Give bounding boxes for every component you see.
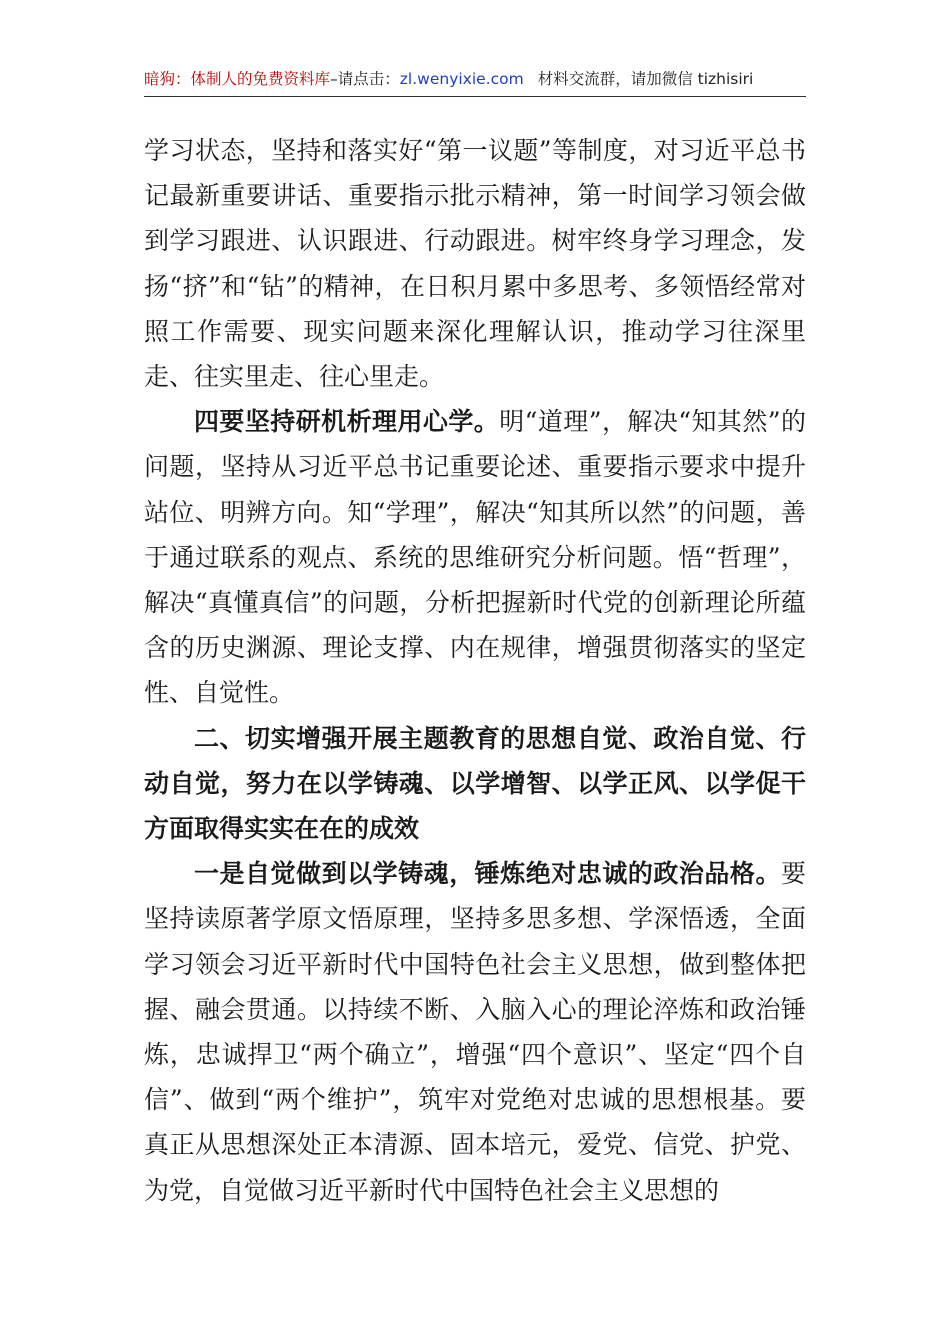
paragraph-point-one-body: 要坚持读原著学原文悟原理，坚持多思多想、学深悟透，全面学习领会习近平新时代中国特色社会主义思想，做到整体把握、融会贯通。以持续不断、入脑入心的理论淬炼和政治锤炼，忠诚捍卫“两个确立”，增强“四个意识”、坚定“四个自信”、做到“两个维护”，筑牢对党绝对忠诚的思想根基。要真正从思想深处正本清源、固本培元，爱党、信党、护党、为党，自觉做习近平新时代中国特色社会主义思想的	[144, 859, 806, 1205]
document-body	[144, 128, 806, 1213]
paragraph-point-four-lead: 四要坚持研机析理用心学。	[194, 407, 500, 437]
paragraph-point-four	[144, 399, 806, 715]
paragraph-continued: 学习状态，坚持和落实好“第一议题”等制度，对习近平总书记最新重要讲话、重要指示批示精神，第一时间学习领会做到学习跟进、认识跟进、行动跟进。树牢终身学习理念，发扬“挤”和“钻”的精神，在日积月累中多思考、多领悟经常对照工作需要、现实问题来深化理解认识，推动学习往深里走、往实里走、往心里走。	[144, 136, 806, 392]
paragraph-point-one	[144, 851, 806, 1213]
header-site-name: 暗狗：体制人的免费资料库	[144, 70, 331, 88]
header-url-link[interactable]: zl.wenyixie.com	[399, 70, 524, 88]
paragraph-point-four-body: 明“道理”，解决“知其然”的问题，坚持从习近平总书记重要论述、重要指示要求中提升站位、明辨方向。知“学理”，解决“知其所以然”的问题，善于通过联系的观点、系统的思维研究分析问题。悟“哲理”，解决“真懂真信”的问题，分析把握新时代党的创新理论所蕴含的历史渊源、理论支撑、内在规律，增强贯彻落实的坚定性、自觉性。	[144, 407, 806, 708]
section-heading-two: 二、切实增强开展主题教育的思想自觉、政治自觉、行动自觉，努力在以学铸魂、以学增智、以学正风、以学促干方面取得实实在在的成效	[144, 723, 806, 844]
page-header	[144, 62, 806, 97]
header-click-prompt: –请点击：	[330, 70, 400, 88]
paragraph-point-one-lead: 一是自觉做到以学铸魂，锤炼绝对忠诚的政治品格。	[194, 859, 781, 889]
header-group-note: 材料交流群，请加微信 tizhisiri	[537, 70, 754, 88]
